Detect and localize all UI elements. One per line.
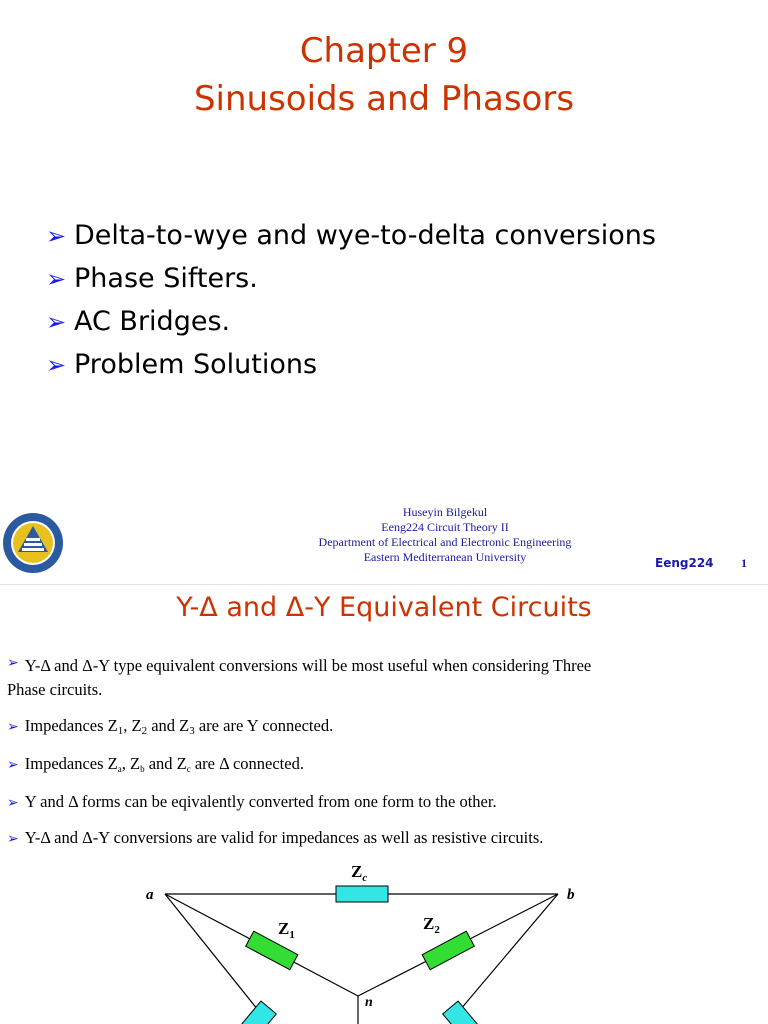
resistor-z2 [422, 931, 474, 969]
slide-title: Y-Δ and Δ-Y Equivalent Circuits [176, 592, 592, 623]
node-b-label: b [567, 887, 575, 903]
y-delta-circuit-diagram [0, 850, 768, 1024]
topic-list [46, 214, 656, 386]
resistor-zc [336, 886, 388, 902]
arrow-bullet-icon: ➢ [46, 265, 67, 293]
bullet-item: ➢ Y-Δ and Δ-Y conversions are valid for impedances as well as resistive circuits. [7, 825, 543, 853]
zc-label: $Z_c$ [351, 862, 368, 884]
arrow-bullet-icon: ➢ [7, 758, 19, 773]
topic-item: ➢ Problem Solutions [46, 343, 656, 386]
topic-item: ➢ Delta-to-wye and wye-to-delta conversions [46, 214, 656, 257]
node-n-label: n [365, 995, 373, 1010]
chapter-title: Chapter 9 [299, 31, 469, 71]
bullet-item: ➢ Y-Δ and Δ-Y type equivalent conversions will be most useful when considering Three [7, 651, 591, 679]
chapter-subtitle: Sinusoids and Phasors [193, 79, 575, 119]
resistor-zb [443, 1001, 478, 1024]
arrow-bullet-icon: ➢ [7, 832, 19, 847]
arrow-bullet-icon: ➢ [7, 720, 19, 735]
bullet-item: ➢ Impedances Za, Zb and Zc are Δ connected. [7, 751, 304, 782]
arrow-bullet-icon: ➢ [7, 796, 19, 811]
arrow-bullet-icon: ➢ [46, 308, 67, 336]
wire-b-down [460, 894, 558, 1010]
z1-label: $Z_1$ [278, 919, 295, 941]
wire-a-down [165, 894, 258, 1010]
arrow-bullet-icon: ➢ [46, 351, 67, 379]
topic-item: ➢ Phase Sifters. [46, 257, 656, 300]
course-code: Eeng224 [655, 556, 714, 570]
arrow-bullet-icon: ➢ [7, 656, 19, 671]
resistor-za [242, 1001, 277, 1024]
bullet-continuation: Phase circuits. [7, 680, 103, 699]
node-a-label: a [146, 887, 154, 903]
bullet-item: ➢ Impedances $Z_1$, $Z_2$ and $Z_3$ are are Y connected. [7, 713, 333, 744]
page-number: 1 [741, 556, 747, 570]
bullet-item: ➢ Y and Δ forms can be eqivalently converted from one form to the other. [7, 789, 497, 817]
university-logo [2, 512, 64, 574]
topic-item: ➢ AC Bridges. [46, 300, 656, 343]
slide-divider [0, 584, 768, 585]
z2-label: $Z_2$ [423, 914, 440, 936]
slide-footer: Huseyin Bilgekul Eeng224 Circuit Theory II Department of Electrical and Electronic Engineering Eastern Mediterranean University [318, 505, 572, 564]
arrow-bullet-icon: ➢ [46, 222, 67, 250]
